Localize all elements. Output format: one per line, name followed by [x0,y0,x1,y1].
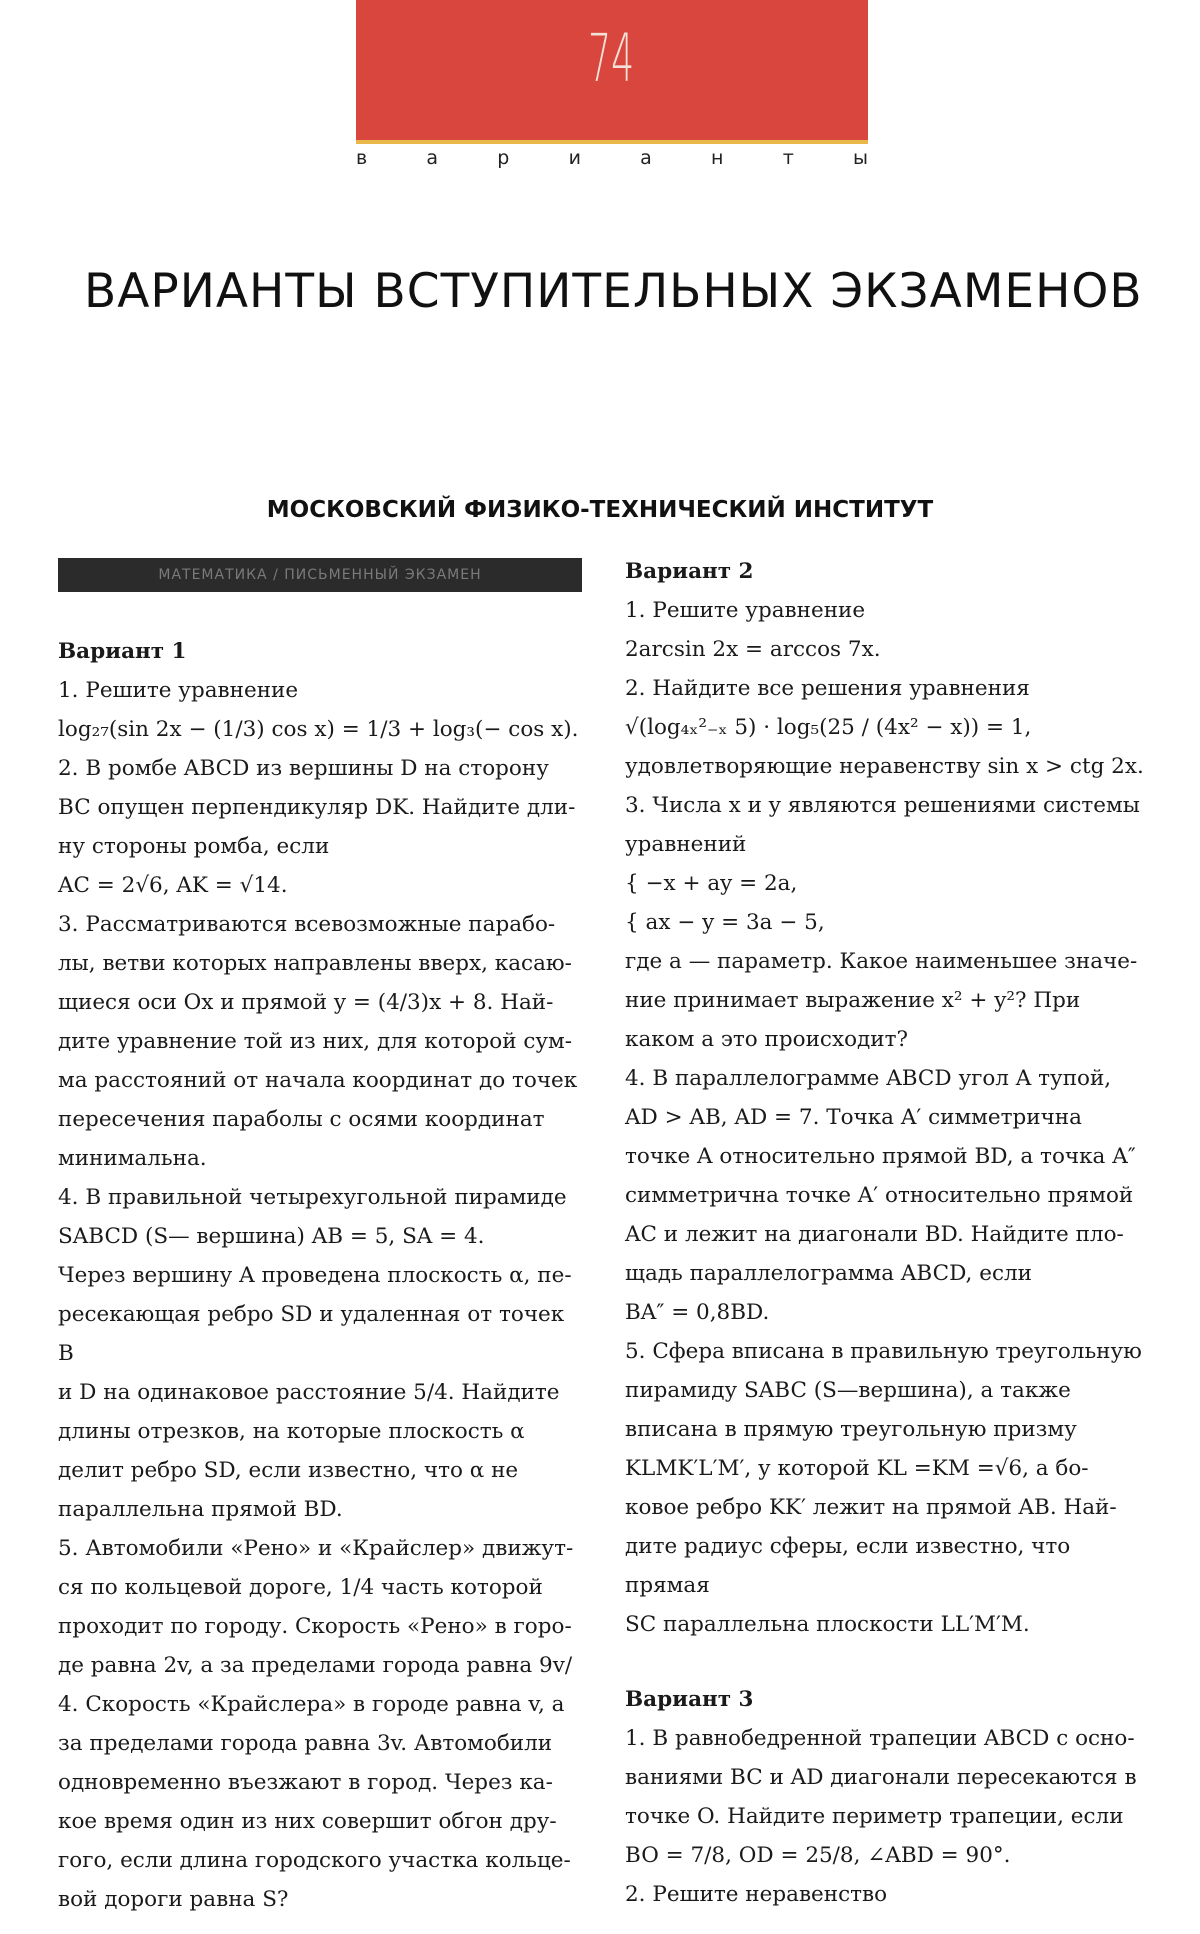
text-line: за пределами города равна 3v. Автомобили [58,1731,553,1756]
text-line: вой дороги равна S? [58,1887,289,1912]
text-line: щиеся оси Ox и прямой y = (4/3)x + 8. Най- [58,990,554,1015]
running-head-letter: в [356,147,368,169]
text-line: де равна 2v, а за пределами города равна 9v/ [58,1653,573,1678]
text-line: щадь параллелограмма ABCD, если [625,1261,1032,1286]
left-column [58,632,583,1919]
right-column [625,552,1145,1914]
running-head-letter: р [497,147,510,169]
running-head-letter: н [711,147,724,169]
text-line: 3. Числа x и y являются решениями системы [625,793,1140,818]
text-line: точке A относительно прямой BD, а точка A″ [625,1144,1136,1169]
text-line: 4. В параллелограмме ABCD угол A тупой, [625,1066,1112,1091]
text-line: ние принимает выражение x² + y²? При [625,988,1081,1013]
text-line: точке O. Найдите периметр трапеции, если [625,1804,1124,1829]
text-line: 2. В ромбе ABCD из вершины D на сторону [58,756,549,781]
text-line: длины отрезков, на которые плоскость α [58,1419,525,1444]
text-line: симметрична точке A′ относительно прямой [625,1183,1134,1208]
text-line: дите уравнение той из них, для которой сум- [58,1029,573,1054]
variant-heading: Вариант 3 [625,1687,754,1712]
text-line: 2arcsin 2x = arccos 7x. [625,637,881,662]
text-line: параллельна прямой BD. [58,1497,343,1522]
text-line: 3. Рассматриваются всевозможные парабо- [58,912,556,937]
text-line: SC параллельна плоскости LL′M′M. [625,1612,1030,1637]
text-line: пирамиду SABC (S—вершина), а также [625,1378,1071,1403]
text-line: AC = 2√6, AK = √14. [58,873,288,898]
text-line: BC опущен перпендикуляр DK. Найдите дли- [58,795,576,820]
text-line: log₂₇(sin 2x − (1/3) cos x) = 1/3 + log₃(− cos x). [58,717,579,742]
running-head-letter: а [640,147,652,169]
page-title: ВАРИАНТЫ ВСТУПИТЕЛЬНЫХ ЭКЗАМЕНОВ [84,264,1143,319]
variant-heading: Вариант 1 [58,639,187,664]
variant-heading: Вариант 2 [625,559,754,584]
text-line: BA″ = 0,8BD. [625,1300,770,1325]
text-line: лы, ветви которых направлены вверх, касаю- [58,951,572,976]
text-line: ну стороны ромба, если [58,834,330,859]
text-line: где a — параметр. Какое наименьшее значе- [625,949,1138,974]
text-line: 2. Найдите все решения уравнения [625,676,1030,701]
running-head-letter: т [782,147,794,169]
text-line: удовлетворяющие неравенству sin x > ctg 2x. [625,754,1144,779]
text-line: кое время один из них совершит обгон дру- [58,1809,557,1834]
text-line: проходит по городу. Скорость «Рено» в горо- [58,1614,572,1639]
text-line: ресекающая ребро SD и удаленная от точек B [58,1302,565,1366]
text-line: 1. Решите уравнение [625,598,866,623]
text-line: ваниями BC и AD диагонали пересекаются в [625,1765,1137,1790]
text-line: 1. Решите уравнение [58,678,299,703]
page-number: 74 [588,20,635,97]
spacer [625,1644,1145,1680]
text-line: { ax − y = 3a − 5, [625,910,825,935]
text-line: минимальна. [58,1146,207,1171]
text-line: пересечения параболы с осями координат [58,1107,545,1132]
text-line: уравнений [625,832,747,857]
text-line: 2. Решите неравенство [625,1882,888,1907]
text-line: SABCD (S— вершина) AB = 5, SA = 4. [58,1224,485,1249]
text-line: и D на одинаковое расстояние 5/4. Найдите [58,1380,560,1405]
text-line: 5. Сфера вписана в правильную треугольную [625,1339,1142,1364]
text-line: одновременно въезжают в город. Через ка- [58,1770,553,1795]
running-head-letter: и [568,147,581,169]
text-line: гого, если длина городского участка кольце- [58,1848,571,1873]
running-head-letter: а [426,147,439,169]
running-head [356,147,868,169]
text-line: AD > AB, AD = 7. Точка A′ симметрична [625,1105,1082,1130]
text-line: ма расстояний от начала координат до точек [58,1068,578,1093]
text-line: 5. Автомобили «Рено» и «Крайслер» движут- [58,1536,574,1561]
text-line: BO = 7/8, OD = 25/8, ∠ABD = 90°. [625,1843,1011,1868]
section-bar: МАТЕМАТИКА / ПИСЬМЕННЫЙ ЭКЗАМЕН [58,558,582,592]
text-line: { −x + ay = 2a, [625,871,798,896]
text-line: AC и лежит на диагонали BD. Найдите пло- [625,1222,1124,1247]
text-line: 4. В правильной четырехугольной пирамиде [58,1185,567,1210]
text-line: 1. В равнобедренной трапеции ABCD с осно- [625,1726,1135,1751]
text-line: делит ребро SD, если известно, что α не [58,1458,519,1483]
text-line: KLMK′L′M′, у которой KL =KM =√6, а бо- [625,1456,1089,1481]
institute-heading: МОСКОВСКИЙ ФИЗИКО-ТЕХНИЧЕСКИЙ ИНСТИТУТ [266,497,934,523]
text-line: 4. Скорость «Крайслера» в городе равна v, а [58,1692,565,1717]
text-line: √(log₄ₓ²₋ₓ 5) · log₅(25 / (4x² − x)) = 1, [625,715,1032,740]
text-line: дите радиус сферы, если известно, что прямая [625,1534,1071,1598]
running-head-letter: ы [852,147,868,169]
text-line: вписана в прямую треугольную призму [625,1417,1077,1442]
text-line: ковое ребро KK′ лежит на прямой AB. Най- [625,1495,1117,1520]
text-line: каком a это происходит? [625,1027,909,1052]
text-line: Через вершину A проведена плоскость α, пе- [58,1263,572,1288]
text-line: ся по кольцевой дороге, 1/4 часть которой [58,1575,543,1600]
